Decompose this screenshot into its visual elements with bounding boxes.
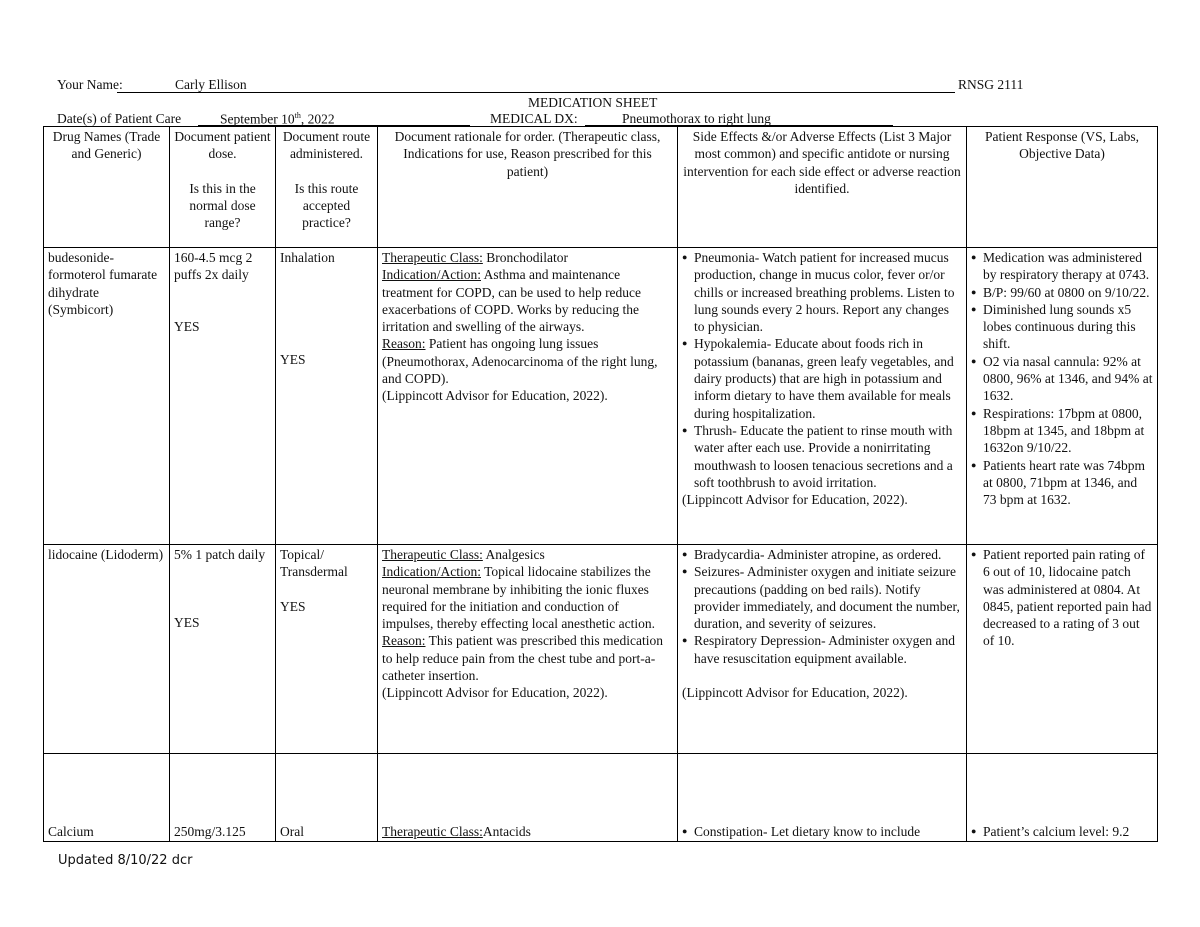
class-value: Antacids bbox=[482, 823, 531, 839]
rationale-cell bbox=[378, 248, 678, 545]
response-item: ● Diminished lung sounds x5 lobes continuous during this shift. bbox=[983, 301, 1153, 353]
route-value: Oral bbox=[276, 754, 378, 842]
effect-item: ● Pneumonia- Watch patient for increased mucus production, change in mucus color, fever or/or chills or increased breathing problems. Listen to lung sounds every 2 hours. Report any changes to physician. bbox=[694, 249, 962, 335]
indication-label: Indication/Action: bbox=[382, 267, 481, 283]
route-value: Inhalation bbox=[280, 250, 335, 265]
effects-reference: (Lippincott Advisor for Education, 2022). bbox=[682, 685, 908, 701]
table-row bbox=[44, 545, 1158, 754]
col-dose-question: Is this in the normal dose range? bbox=[189, 180, 256, 231]
route-accepted-answer: YES bbox=[280, 352, 306, 368]
dose-value: 160-4.5 mcg 2 puffs 2x daily bbox=[174, 250, 253, 283]
dose-range-answer: YES bbox=[174, 615, 200, 631]
col-dose-title: Document patient dose. bbox=[174, 129, 271, 162]
class-value: Analgesics bbox=[482, 547, 545, 562]
response-item: ● Patient’s calcium level: 9.2 bbox=[983, 823, 1153, 840]
indication-value: Topical lidocaine stabilizes the neuronal membrane by inhibiting the ionic fluxes required for the initiation and conduction of impulses, thereby effecting local anesthetic action. bbox=[382, 564, 656, 632]
response-item: ● Respirations: 17bpm at 0800, 18bpm at 1345, and 18bpm at 1632on 9/10/22. bbox=[983, 405, 1153, 457]
student-name: Carly Ellison bbox=[175, 77, 247, 92]
route-value: Topical/ Transdermal bbox=[280, 547, 348, 580]
reason-value: Patient has ongoing lung issues (Pneumothorax, Adenocarcinoma of the right lung, and COPD). bbox=[382, 336, 658, 387]
effect-item: ● Respiratory Depression- Administer oxygen and have resuscitation equipment available. bbox=[694, 632, 962, 667]
reason-label: Reason: bbox=[382, 336, 426, 352]
dose-range-answer: YES bbox=[174, 318, 200, 334]
dx-label: MEDICAL DX: bbox=[490, 111, 578, 126]
effect-item: ● Constipation- Let dietary know to include bbox=[694, 823, 962, 840]
effect-item: ● Bradycardia- Administer atropine, as ordered. bbox=[694, 546, 962, 563]
dose-value: 250mg/3.125 bbox=[170, 754, 276, 842]
col-effects-header: Side Effects &/or Adverse Effects (List 3 Major most common) and specific antidote or nursing intervention for each side effect or adverse reaction identified. bbox=[678, 127, 967, 248]
response-item: ● B/P: 99/60 at 0800 on 9/10/22. bbox=[983, 284, 1153, 301]
drug-name: budesonide-formoterol fumarate dihydrate (Symbicort) bbox=[44, 248, 170, 545]
col-response-header: Patient Response (VS, Labs, Objective Data) bbox=[967, 127, 1158, 248]
class-label: Therapeutic Class: bbox=[382, 823, 483, 839]
drug-name: Calcium bbox=[44, 754, 170, 842]
effect-item: ● Seizures- Administer oxygen and initiate seizure precautions (padding on bed rails). Notify provider immediately, and document the number, duration, and severity of seizures. bbox=[694, 563, 962, 632]
reason-label: Reason: bbox=[382, 633, 426, 649]
rationale-reference: (Lippincott Advisor for Education, 2022). bbox=[382, 685, 608, 701]
response-cell bbox=[967, 248, 1158, 545]
reason-value: This patient was prescribed this medication to help reduce pain from the chest tube and port-a-catheter insertion. bbox=[382, 633, 663, 684]
effects-cell bbox=[678, 754, 967, 842]
col-route-header bbox=[276, 127, 378, 248]
dates-label: Date(s) of Patient Care bbox=[57, 111, 182, 126]
indication-label: Indication/Action: bbox=[382, 564, 481, 580]
dose-value: 5% 1 patch daily bbox=[174, 547, 266, 562]
effect-item: ● Hypokalemia- Educate about foods rich in potassium (bananas, green leafy vegetables, and dairy products) that are high in potassium and inform dietary to have them available for meals during hospitalization. bbox=[694, 335, 962, 421]
col-route-question: Is this route accepted practice? bbox=[294, 180, 359, 231]
class-value: Bronchodilator bbox=[482, 250, 568, 265]
dose-cell bbox=[170, 545, 276, 754]
table-row bbox=[44, 248, 1158, 545]
dx-value: Pneumothorax to right lung bbox=[622, 111, 771, 126]
header-row bbox=[44, 127, 1158, 248]
col-rationale-header: Document rationale for order. (Therapeutic class, Indications for use, Reason prescribed for this patient) bbox=[378, 127, 678, 248]
effects-cell bbox=[678, 545, 967, 754]
course-code: RNSG 2111 bbox=[958, 77, 1024, 92]
drug-name: lidocaine (Lidoderm) bbox=[44, 545, 170, 754]
route-cell bbox=[276, 545, 378, 754]
response-item: ● Patients heart rate was 74bpm at 0800, 71bpm at 1346, and 73 bpm at 1632. bbox=[983, 457, 1153, 509]
rationale-cell bbox=[378, 545, 678, 754]
col-dose-header bbox=[170, 127, 276, 248]
col-route-title: Document route administered. bbox=[282, 129, 371, 162]
indication-value: Asthma and maintenance treatment for COPD, can be used to help reduce exacerbations of COPD. Works by reducing the irritation and swelling of the airways. bbox=[382, 267, 642, 335]
response-cell bbox=[967, 545, 1158, 754]
effects-cell bbox=[678, 248, 967, 545]
class-label: Therapeutic Class: bbox=[382, 547, 483, 562]
response-item: ● Patient reported pain rating of 6 out of 10, lidocaine patch was administered at 0804. At 0845, patient reported pain had decreased to a rating of 3 out of 10. bbox=[983, 546, 1153, 650]
rationale-reference: (Lippincott Advisor for Education, 2022). bbox=[382, 388, 608, 404]
response-cell bbox=[967, 754, 1158, 842]
response-item: ● Medication was administered by respiratory therapy at 0743. bbox=[983, 249, 1153, 284]
dates-value: September 10th, 2022 bbox=[220, 111, 335, 127]
medication-table bbox=[43, 126, 1158, 842]
footer-updated: Updated 8/10/22 dcr bbox=[58, 853, 193, 868]
effects-reference: (Lippincott Advisor for Education, 2022). bbox=[682, 492, 908, 508]
rationale-cell bbox=[378, 754, 678, 842]
table-row bbox=[44, 754, 1158, 842]
sheet-title: MEDICATION SHEET bbox=[528, 95, 658, 110]
effect-item: ● Thrush- Educate the patient to rinse mouth with water after each use. Provide a nonirritating mouthwash to loosen tenacious secretions and a soft toothbrush to avoid irritation. bbox=[694, 422, 962, 491]
your-name-label: Your Name: bbox=[57, 77, 123, 92]
class-label: Therapeutic Class: bbox=[382, 250, 483, 265]
route-cell bbox=[276, 248, 378, 545]
route-accepted-answer: YES bbox=[280, 598, 306, 614]
dose-cell bbox=[170, 248, 276, 545]
response-item: ● O2 via nasal cannula: 92% at 0800, 96% at 1346, and 94% at 1632. bbox=[983, 353, 1153, 405]
col-drug-header: Drug Names (Trade and Generic) bbox=[44, 127, 170, 248]
